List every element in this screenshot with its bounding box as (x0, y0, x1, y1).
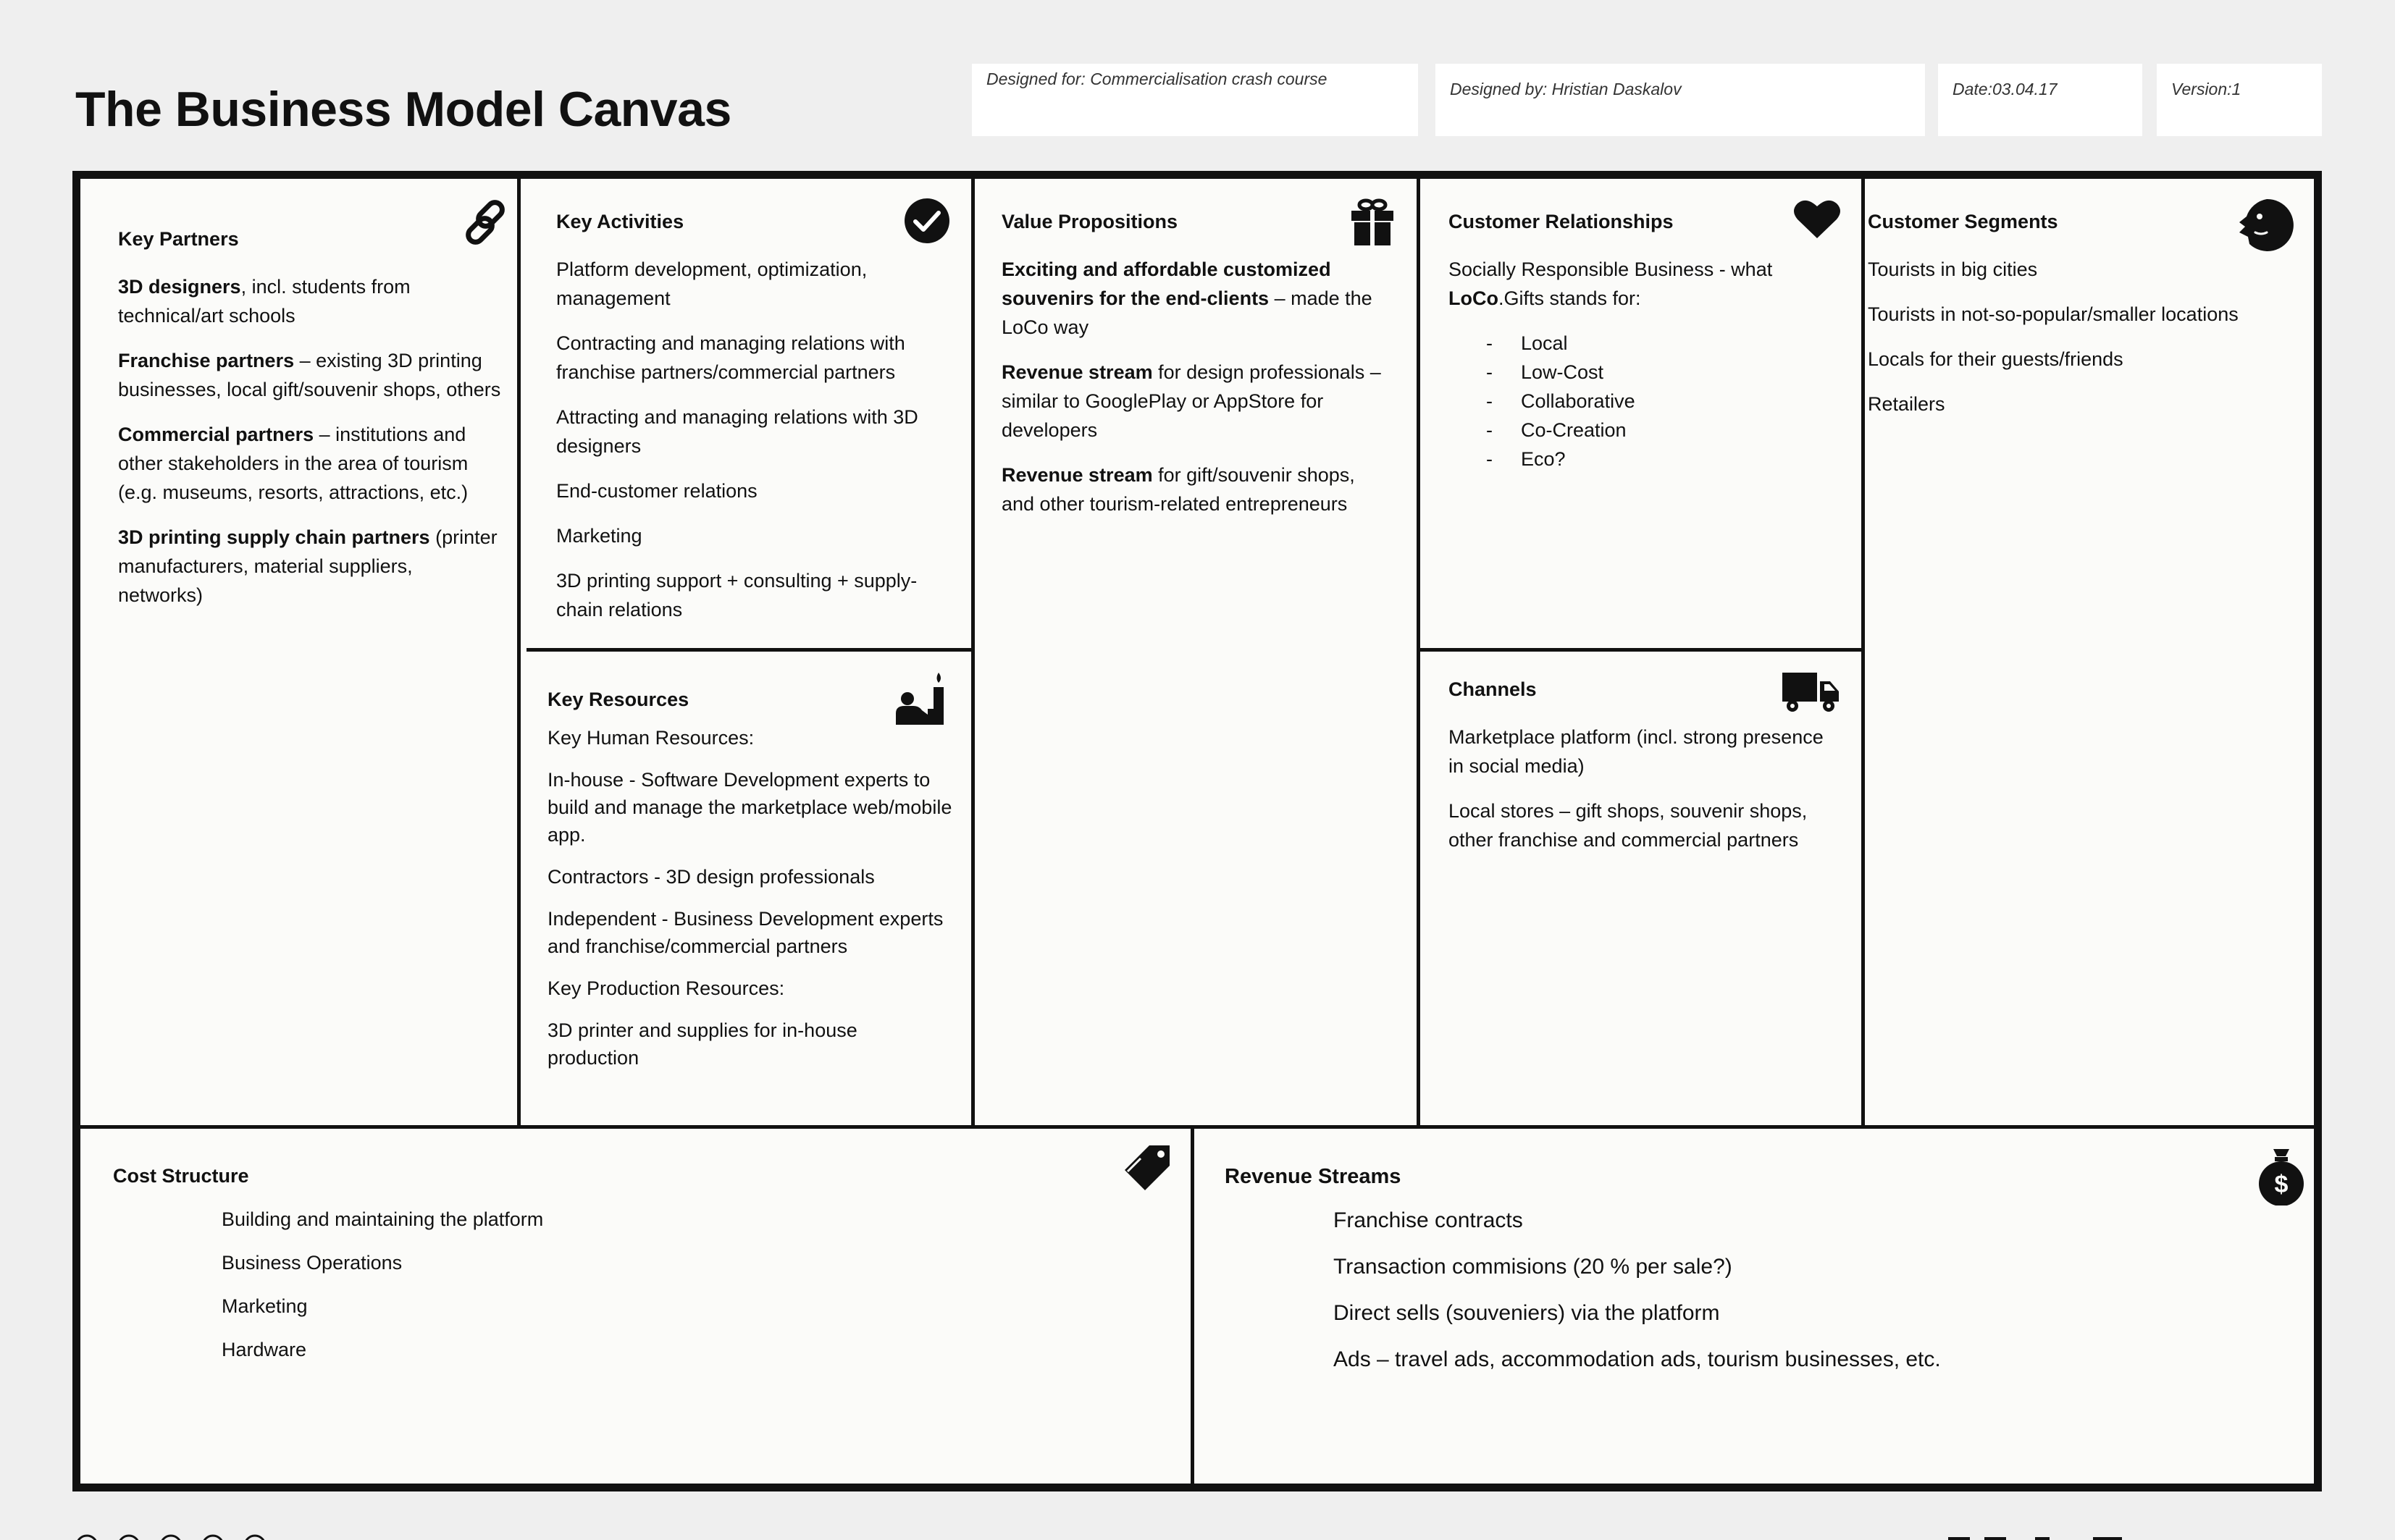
designed-for-field[interactable]: Designed for: Commercialisation crash course (972, 64, 1418, 136)
intro-text: Socially Responsible Business - what LoCo.Gifts stands for: (1448, 258, 1773, 309)
divider (971, 179, 975, 1125)
divider (1191, 1125, 1194, 1484)
list-item: Revenue stream for design professionals – similar to GooglePlay or AppStore for developers (1002, 361, 1381, 441)
cost-structure-title: Cost Structure (113, 1165, 249, 1187)
price-tag-icon (1123, 1144, 1173, 1195)
value-propositions-section[interactable] (1002, 211, 1393, 534)
list-item: Tourists in big cities (1868, 258, 2038, 280)
list-item: Key Human Resources: (548, 727, 755, 749)
checkmark-icon (904, 198, 950, 244)
designed-by-field[interactable]: Designed by: Hristian Daskalov (1435, 64, 1925, 136)
list-item: Hardware (222, 1339, 307, 1360)
key-activities-section[interactable] (556, 211, 947, 640)
list-item: Exciting and affordable customized souvenirs for the end-clients – made the LoCo way (1002, 258, 1372, 338)
factory-worker-icon (893, 671, 951, 726)
list-item: Marketplace platform (incl. strong presence in social media) (1448, 726, 1824, 777)
list-item: End-customer relations (556, 480, 758, 502)
heart-icon (1793, 198, 1841, 240)
divider (517, 179, 521, 1125)
revenue-streams-section[interactable] (1225, 1165, 2275, 1392)
business-model-canvas (72, 171, 2322, 1491)
list-item: Ads – travel ads, accommodation ads, tourism businesses, etc. (1333, 1347, 1941, 1371)
customer-relationships-title: Customer Relationships (1448, 211, 1674, 232)
value-propositions-title: Value Propositions (1002, 211, 1178, 232)
gift-icon (1350, 198, 1395, 247)
footer-logo (1948, 1533, 2151, 1540)
list-item: - Eco? (1448, 445, 1840, 474)
list-item: Contractors - 3D design professionals (548, 866, 875, 888)
list-item: Direct sells (souveniers) via the platform (1333, 1301, 1720, 1325)
list-item: Marketing (556, 525, 642, 547)
svg-text:$: $ (2274, 1171, 2289, 1198)
revenue-streams-title: Revenue Streams (1225, 1165, 1401, 1188)
list-item: Business Operations (222, 1252, 403, 1274)
list-item: Retailers (1868, 393, 1945, 415)
list-item: 3D designers, incl. students from technical/art schools (118, 276, 411, 327)
version-field[interactable]: Version:1 (2157, 64, 2322, 136)
key-partners-section[interactable] (118, 215, 502, 626)
list-item: 3D printing support + consulting + supply-chain relations (556, 570, 918, 620)
list-item: Local stores – gift shops, souvenir shops, other franchise and commercial partners (1448, 800, 1808, 851)
truck-icon (1781, 671, 1840, 713)
list-item: Commercial partners – institutions and other stakeholders in the area of tourism (e.g. museums, resorts, attractions, etc.) (118, 424, 469, 503)
list-item: - Collaborative (1448, 387, 1840, 416)
channels-title: Channels (1448, 678, 1537, 700)
key-resources-section[interactable] (548, 689, 953, 1086)
list-item: Locals for their guests/friends (1868, 348, 2123, 370)
page-title: The Business Model Canvas (75, 82, 731, 137)
footer-decoration (72, 1533, 290, 1540)
list-item: Contracting and managing relations with franchise partners/commercial partners (556, 332, 905, 383)
divider (1861, 179, 1865, 1125)
divider (527, 648, 971, 652)
list-item: - Co-Creation (1448, 416, 1840, 445)
link-icon (463, 198, 512, 247)
list-item: - Low-Cost (1448, 358, 1840, 387)
money-bag-icon (2257, 1148, 2305, 1206)
divider (80, 1125, 2314, 1129)
customer-segments-title: Customer Segments (1868, 211, 2058, 232)
key-partners-title: Key Partners (118, 228, 239, 250)
list-item: In-house - Software Development experts to build and manage the marketplace web/mobile app. (548, 769, 952, 846)
list-item: Independent - Business Development experts and franchise/commercial partners (548, 908, 944, 957)
list-item: Attracting and managing relations with 3D designers (556, 406, 918, 457)
list-item: Revenue stream for gift/souvenir shops, and other tourism-related entrepreneurs (1002, 464, 1355, 515)
face-icon (2235, 198, 2294, 253)
divider (1417, 648, 1861, 652)
customer-relationships-section[interactable] (1448, 211, 1840, 474)
list-item: Tourists in not-so-popular/smaller locations (1868, 303, 2239, 325)
key-activities-title: Key Activities (556, 211, 684, 232)
key-resources-title: Key Resources (548, 689, 689, 710)
list-item: 3D printing supply chain partners (printer manufacturers, material suppliers, networks) (118, 526, 498, 606)
divider (1417, 179, 1420, 1125)
list-item: - Local (1448, 329, 1840, 358)
list-item: Franchise partners – existing 3D printing businesses, local gift/souvenir shops, others (118, 350, 501, 400)
list-item: Transaction commisions (20 % per sale?) (1333, 1255, 1732, 1279)
cost-structure-section[interactable] (113, 1165, 1163, 1379)
list-item: Key Production Resources: (548, 977, 785, 999)
list-item: 3D printer and supplies for in-house production (548, 1019, 857, 1069)
list-item: Franchise contracts (1333, 1208, 1523, 1232)
list-item: Marketing (222, 1295, 308, 1317)
values-list (1448, 329, 1840, 474)
list-item: Building and maintaining the platform (222, 1208, 544, 1230)
date-field[interactable]: Date:03.04.17 (1938, 64, 2142, 136)
list-item: Platform development, optimization, management (556, 258, 868, 309)
